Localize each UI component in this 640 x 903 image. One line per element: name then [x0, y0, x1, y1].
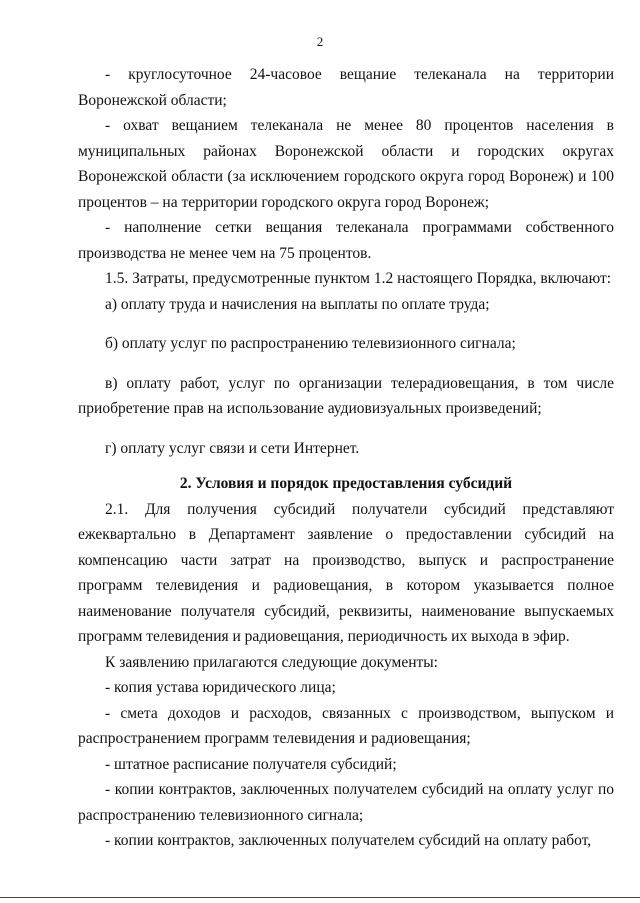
paragraph-2-1: 2.1. Для получения субсидий получатели субсидий представляют ежеквартально в Департамент заявление о предоставлении субсидий на компенсацию части затрат на производство, выпуск и распространение программ телевидения и радиовещания, в котором указывается полное наименование получателя субсидий, реквизиты, наименование выпускаемых программ телевидения и радиовещания, периодичность их выхода в эфир.	[78, 500, 614, 645]
list-item-signal-contracts: - копии контрактов, заключенных получателем субсидий на оплату услуг по распространению телевизионного сигнала;	[78, 781, 614, 824]
list-item-work-contracts: - копии контрактов, заключенных получателем субсидий на оплату работ,	[105, 832, 592, 849]
paragraph-broadcast-hours: - круглосуточное 24-часовое вещание телеканала на территории Воронежской области;	[78, 66, 614, 109]
paragraph-coverage: - охват вещанием телеканала не менее 80 процентов населения в муниципальных районах Воронежской области и городских округах Воронежской области (за исключением городского округа город Воронеж) и 100 процентов – на территории городского округа город Воронеж;	[78, 117, 614, 211]
page-number: 2	[316, 34, 324, 49]
paragraph-item-g: г) оплату услуг связи и сети Интернет.	[105, 439, 360, 457]
paragraph-item-b: б) оплату услуг по распространению телевизионного сигнала;	[105, 335, 516, 352]
list-item-budget: - смета доходов и расходов, связанных с производством, выпуском и распространением программ телевидения и радиовещания;	[78, 704, 614, 747]
paragraph-attachments-intro: К заявлению прилагаются следующие документы:	[105, 653, 438, 671]
list-item-charter: - копия устава юридического лица;	[105, 679, 336, 696]
paragraph-item-a: а) оплату труда и начисления на выплаты по оплате труда;	[105, 295, 490, 313]
paragraph-1-5: 1.5. Затраты, предусмотренные пунктом 1.2 настоящего Порядка, включают:	[105, 270, 612, 287]
document-body	[78, 62, 614, 854]
page-bottom-rule	[0, 897, 640, 898]
paragraph-own-production: - наполнение сетки вещания телеканала программами собственного производства не менее чем на 75 процентов.	[78, 219, 614, 262]
section-heading: 2. Условия и порядок предоставления субсидий	[179, 475, 513, 492]
list-item-staff-schedule: - штатное расписание получателя субсидий;	[105, 755, 397, 773]
paragraph-item-v: в) оплату работ, услуг по организации телерадиовещания, в том числе приобретение прав на использование аудиовизуальных произведений;	[78, 374, 614, 417]
